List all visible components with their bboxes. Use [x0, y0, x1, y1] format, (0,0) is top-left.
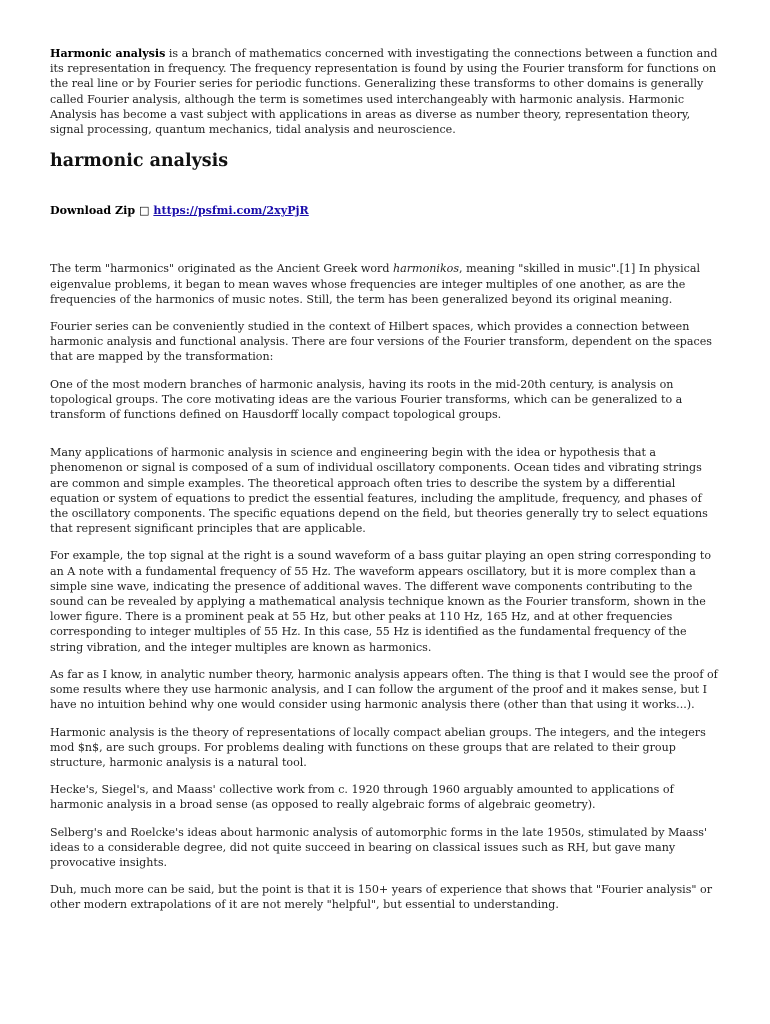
body-paragraph: Many applications of harmonic analysis in science and engineering begin with the idea or hypothesis that a phenomenon or signal is composed of a sum of individual oscillatory components. Ocean tides and vibrating strings are common and simple examples. The theoretical approach often tries to describe the system by a differential equation or system of equations to predict the essential features, including the amplitude, frequency, and phases of the oscillatory components. The specific equations depend on the field, but theories generally try to select equations that represent significant principles that are applicable. — [50, 446, 708, 536]
harmonics-paragraph — [50, 261, 722, 307]
intro-term: Harmonic analysis — [50, 47, 166, 60]
arrow-icon: □ — [139, 204, 150, 218]
body-paragraph: Hecke's, Siegel's, and Maass' collective work from c. 1920 through 1960 arguably amounted to applications of harmonic analysis in a broad sense (as opposed to really algebraic forms of algebraic geometry). — [50, 783, 674, 812]
article-body — [50, 46, 722, 925]
download-line — [50, 203, 722, 218]
body-paragraph: Fourier series can be conveniently studied in the context of Hilbert spaces, which provides a connection between harmonic analysis and functional analysis. There are four versions of the Fourier transform, dependent on the spaces that are mapped by the transformation: — [50, 320, 712, 364]
intro-text: is a branch of mathematics concerned with investigating the connections between a function and its representation in frequency. The frequency representation is found by using the Fourier transform for functions on the real line or by Fourier series for periodic functions. Generalizing these transforms to other domains is generally called Fourier analysis, although the term is sometimes used interchangeably with harmonic analysis. Harmonic Analysis has become a vast subject with applications in areas as diverse as number theory, representation theory, signal processing, quantum mechanics, tidal analysis and neuroscience. — [50, 47, 718, 137]
body-paragraph: One of the most modern branches of harmonic analysis, having its roots in the mid-20th century, is analysis on topological groups. The core motivating ideas are the various Fourier transforms, which can be generalized to a transform of functions defined on Hausdorff locally compact topological groups. — [50, 377, 683, 422]
download-label: Download Zip — [50, 204, 136, 218]
body-paragraph: Selberg's and Roelcke's ideas about harmonic analysis of automorphic forms in the late 1950s, stimulated by Maass' ideas to a considerable degree, did not quite succeed in bearing on classical issues such as RH, but gave many provocative insights. — [50, 825, 708, 869]
harmonics-text-before: The term "harmonics" originated as the Ancient Greek word — [50, 262, 393, 276]
harmonics-text-after: , meaning "skilled in music".[1] In physical eigenvalue problems, it began to mean waves whose frequencies are integer multiples of one another, as are the frequencies of the harmonics of music notes. Still, the term has been generalized beyond its original meaning. — [50, 262, 701, 306]
body-paragraph: For example, the top signal at the right is a sound waveform of a bass guitar playing an open string corresponding to an A note with a fundamental frequency of 55 Hz. The waveform appears oscillatory, but it is more complex than a simple sine wave, indicating the presence of additional waves. The different wave components contributing to the sound can be revealed by applying a mathematical analysis technique known as the Fourier transform, shown in the lower figure. There is a prominent peak at 55 Hz, but other peaks at 110 Hz, 165 Hz, and at other frequencies corresponding to integer multiples of 55 Hz. In this case, 55 Hz is identified as the fundamental frequency of the string vibration, and the integer multiples are known as harmonics. — [50, 549, 712, 654]
intro-paragraph — [50, 46, 722, 137]
page-title: harmonic analysis — [50, 151, 229, 172]
body-paragraph: Duh, much more can be said, but the point is that it is 150+ years of experience that shows that "Fourier analysis" or other modern extrapolations of it are not merely "helpful", but essential to understanding. — [50, 883, 712, 912]
download-link[interactable]: https://psfmi.com/2xyPjR — [153, 204, 309, 218]
body-paragraph: Harmonic analysis is the theory of representations of locally compact abelian groups. The integers, and the integers mod $n$, are such groups. For problems dealing with functions on these groups that are related to their group structure, harmonic analysis is a natural tool. — [50, 725, 706, 769]
harmonics-italic-word: harmonikos — [392, 262, 460, 276]
body-paragraph: As far as I know, in analytic number theory, harmonic analysis appears often. The thing is that I would see the proof of some results where they use harmonic analysis, and I can follow the argument of the proof and it makes sense, but I have no intuition behind why one would consider using harmonic analysis there (other than that using it works...). — [50, 667, 718, 712]
